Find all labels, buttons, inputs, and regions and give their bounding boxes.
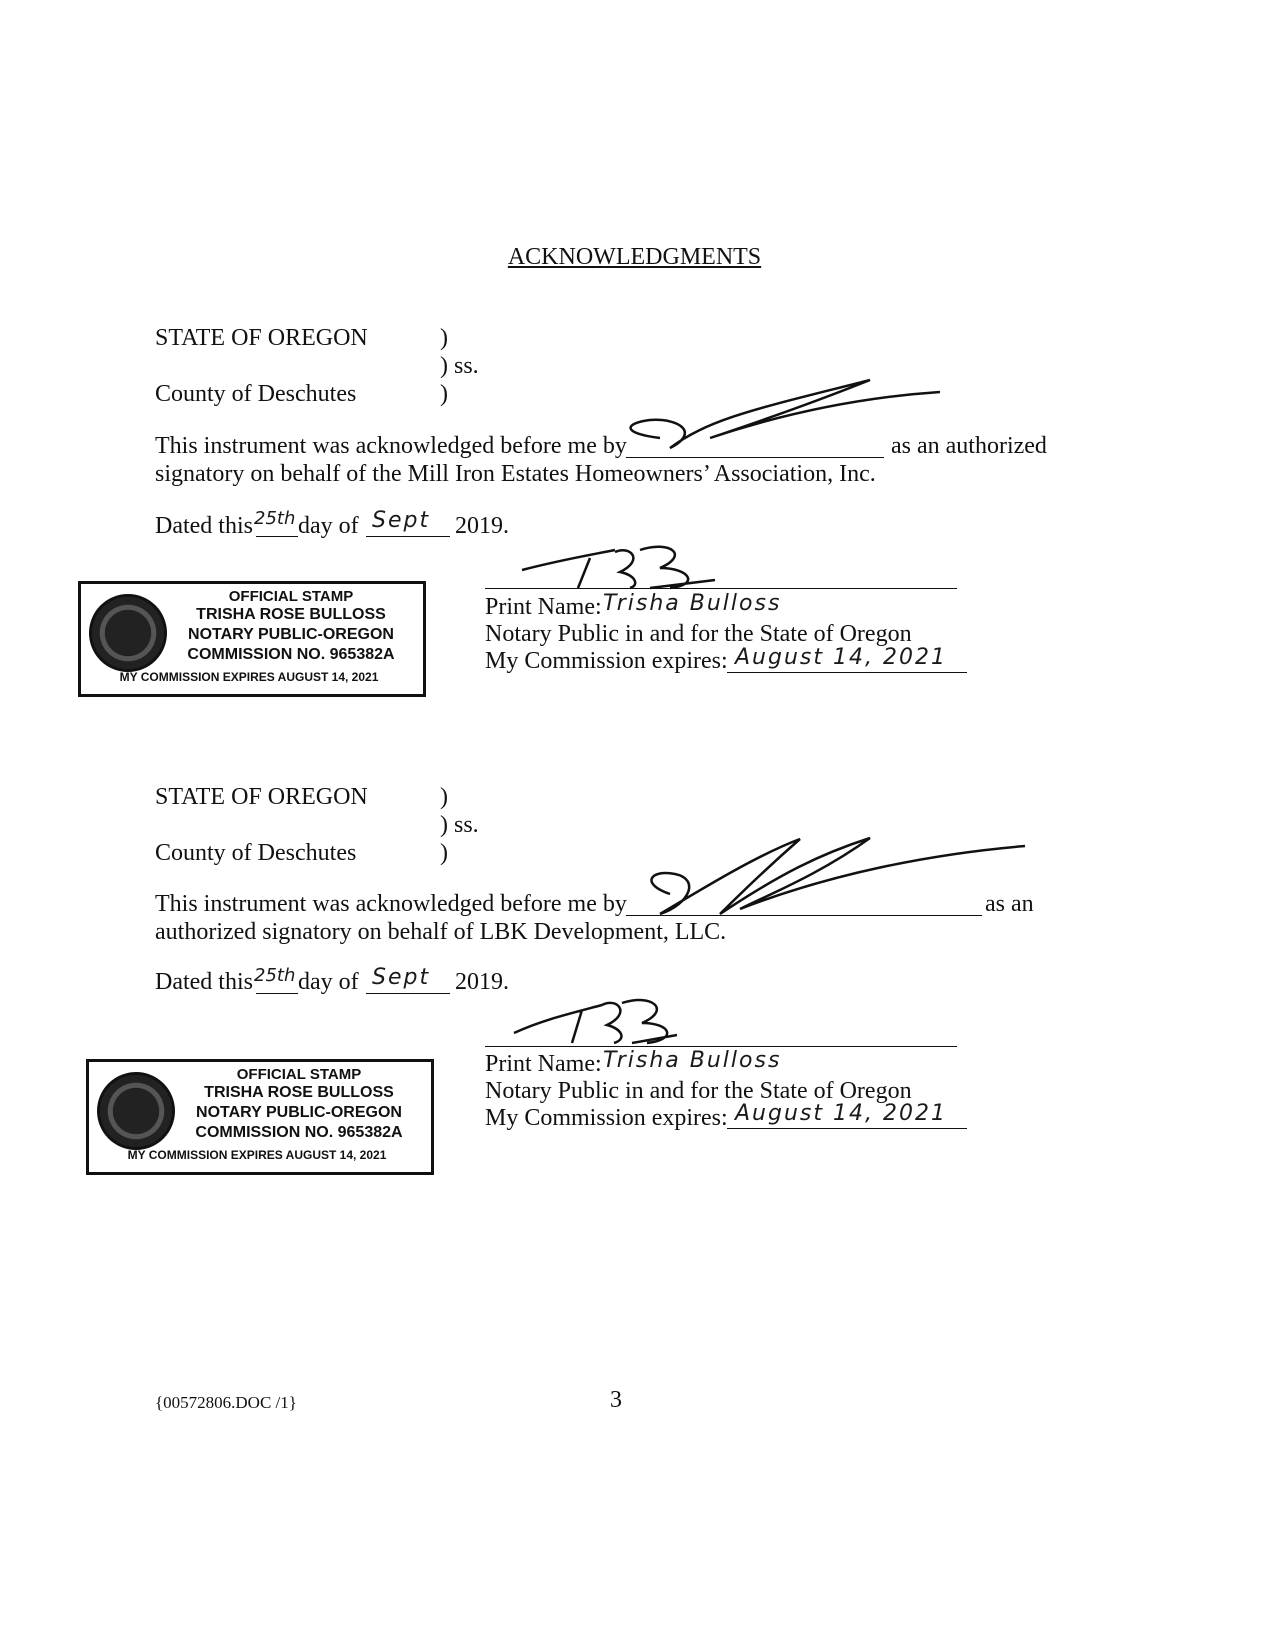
print-name-label: Print Name:	[485, 594, 602, 620]
ack-line-2: authorized signatory on behalf of LBK Development, LLC.	[155, 919, 727, 945]
print-name-handwritten: Trisha Bulloss	[603, 591, 782, 616]
dated-prefix: Dated this	[155, 513, 253, 539]
dated-day-handwritten: 25th	[254, 965, 296, 986]
notary-seal-icon	[97, 1072, 175, 1150]
day-line	[256, 536, 298, 537]
notary-signature-line	[485, 1046, 957, 1047]
notary-signature-line	[485, 588, 957, 589]
notary-seal-icon	[89, 594, 167, 672]
bracket-paren: )	[440, 381, 448, 407]
bracket-paren: )	[440, 784, 448, 810]
page-title: ACKNOWLEDGMENTS	[507, 244, 762, 270]
dated-mid: day of	[298, 969, 359, 995]
stamp-line-5: MY COMMISSION EXPIRES AUGUST 14, 2021	[127, 1148, 387, 1162]
ack-line-1-prefix: This instrument was acknowledged before me by	[155, 433, 627, 459]
stamp-line-2: TRISHA ROSE BULLOSS	[204, 1084, 394, 1101]
dated-month-handwritten: Sept	[372, 965, 431, 990]
dated-year: 2019.	[455, 969, 509, 995]
county-label: County of Deschutes	[155, 840, 357, 866]
dated-mid: day of	[298, 513, 359, 539]
day-line	[256, 993, 298, 994]
print-name-label: Print Name:	[485, 1051, 602, 1077]
month-line	[366, 536, 450, 537]
stamp-line-4: COMMISSION NO. 965382A	[187, 646, 395, 663]
ack-line-1-prefix: This instrument was acknowledged before me by	[155, 891, 627, 917]
notary-initials-signature	[520, 540, 720, 592]
ack-line-2: signatory on behalf of the Mill Iron Estates Homeowners’ Association, Inc.	[155, 461, 876, 487]
footer-doc-id: {00572806.DOC /1}	[155, 1393, 297, 1412]
notary-stamp	[86, 1059, 434, 1175]
print-name-handwritten: Trisha Bulloss	[603, 1048, 782, 1073]
ack-line-1-suffix: as an authorized	[891, 433, 1047, 459]
stamp-line-1: OFFICIAL STAMP	[236, 1066, 362, 1083]
stamp-line-1: OFFICIAL STAMP	[228, 588, 354, 605]
commission-line	[727, 672, 967, 673]
signer-signature	[630, 834, 1030, 924]
page-number: 3	[610, 1387, 622, 1413]
commission-label: My Commission expires:	[485, 1105, 728, 1131]
bracket-paren: )	[440, 840, 448, 866]
state-label: STATE OF OREGON	[155, 325, 368, 351]
commission-handwritten: August 14, 2021	[735, 645, 947, 670]
notary-line: Notary Public in and for the State of Oregon	[485, 621, 912, 647]
dated-month-handwritten: Sept	[372, 508, 431, 533]
county-label: County of Deschutes	[155, 381, 357, 407]
commission-handwritten: August 14, 2021	[735, 1101, 947, 1126]
bracket-paren: )	[440, 325, 448, 351]
stamp-line-2: TRISHA ROSE BULLOSS	[196, 606, 386, 623]
stamp-line-4: COMMISSION NO. 965382A	[195, 1124, 403, 1141]
stamp-line-3: NOTARY PUBLIC-OREGON	[196, 1104, 402, 1121]
stamp-line-5: MY COMMISSION EXPIRES AUGUST 14, 2021	[119, 670, 379, 684]
stamp-line-3: NOTARY PUBLIC-OREGON	[188, 626, 394, 643]
month-line	[366, 993, 450, 994]
commission-label: My Commission expires:	[485, 648, 728, 674]
dated-day-handwritten: 25th	[254, 508, 296, 529]
notary-initials-signature	[512, 995, 682, 1047]
ss-label: ) ss.	[440, 353, 479, 379]
dated-year: 2019.	[455, 513, 509, 539]
commission-line	[727, 1128, 967, 1129]
ss-label: ) ss.	[440, 812, 479, 838]
state-label: STATE OF OREGON	[155, 784, 368, 810]
ack-line-1-suffix: as an	[985, 891, 1034, 917]
notary-stamp	[78, 581, 426, 697]
notary-line: Notary Public in and for the State of Oregon	[485, 1078, 912, 1104]
dated-prefix: Dated this	[155, 969, 253, 995]
